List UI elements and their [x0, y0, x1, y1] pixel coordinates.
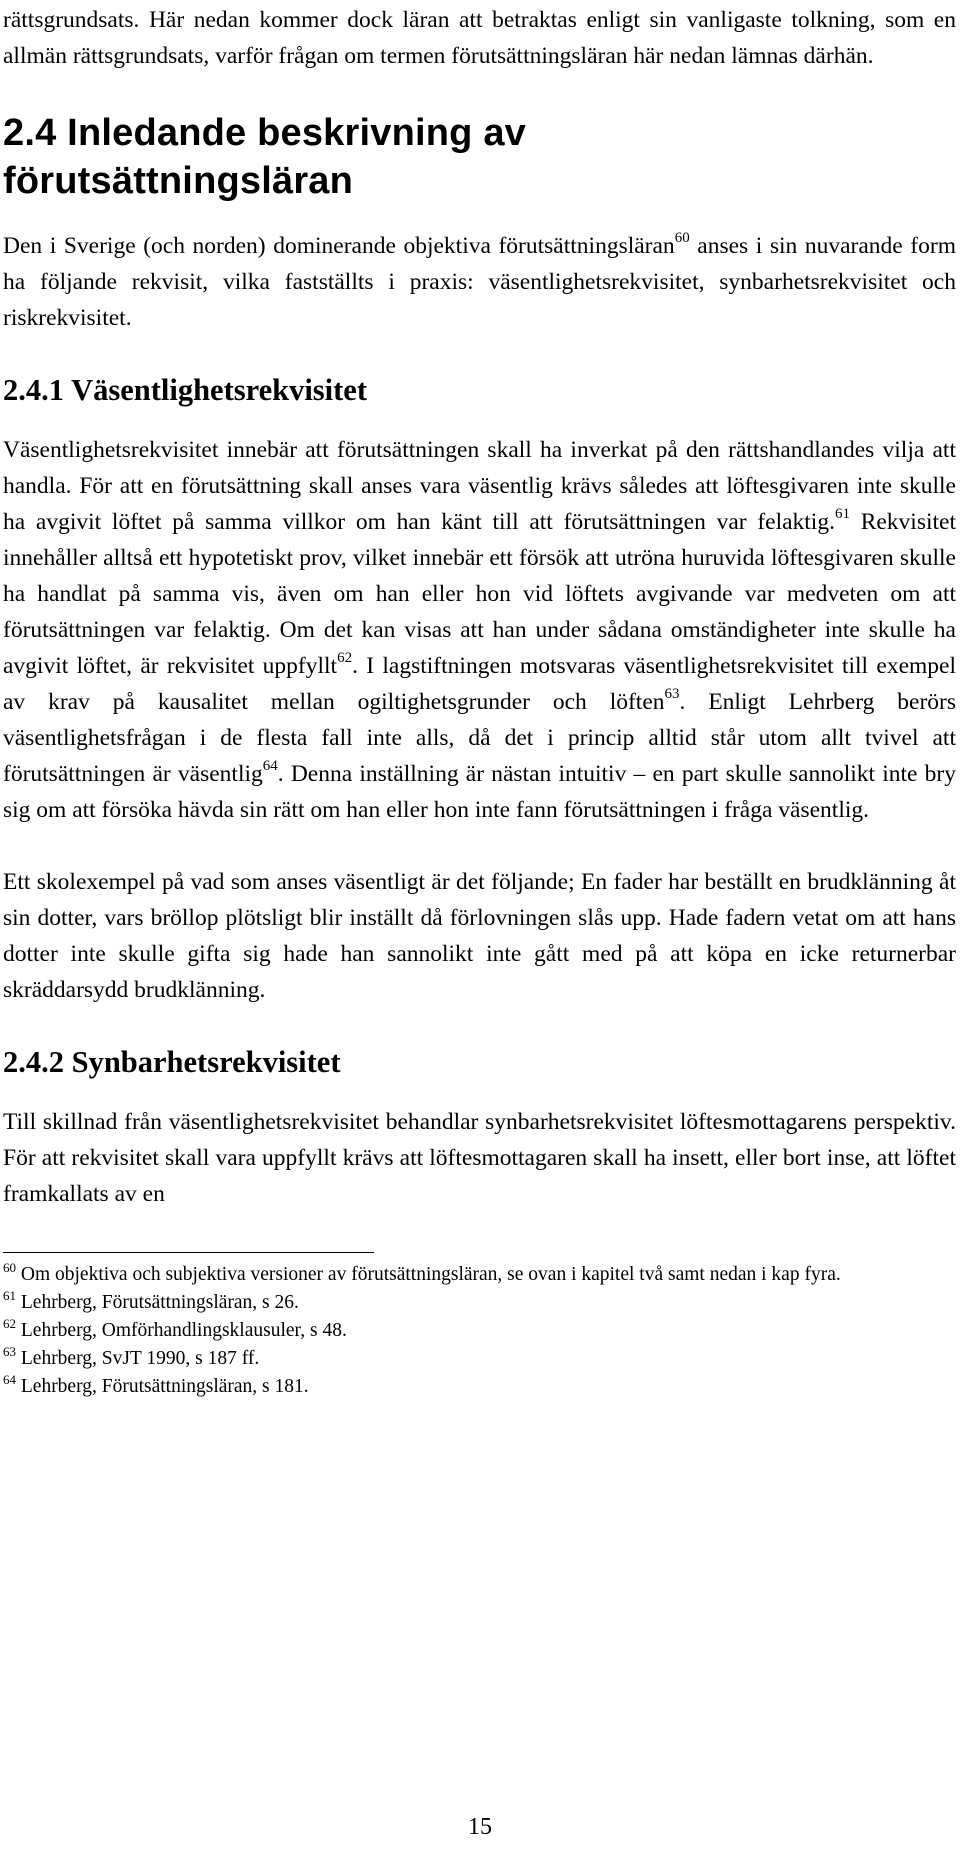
footnotes [3, 1261, 956, 1401]
section-heading-2-4: 2.4 Inledande beskrivning av förutsättningsläran [3, 112, 527, 202]
section-heading-2-4-1: 2.4.1 Väsentlighetsrekvisitet [3, 373, 368, 407]
paragraph-text: Rekvisitet innehåller alltså ett hypotetiskt prov, vilket innebär ett försök att utröna huruvida löftesgivaren skulle ha handlat på samma vis, även om han eller hon vid löftets avgivande var medveten om att förutsättningen var felaktig. Om det kan visas att han under sådana omständigheter inte skulle ha avgivit löftet, är rekvisitet uppfyllt [3, 509, 957, 679]
footnote-ref-64: 64 [262, 758, 278, 774]
footnote-63 [3, 1345, 896, 1373]
footnote-ref-61: 61 [834, 506, 850, 522]
section-2-4-paragraph [3, 228, 956, 336]
paragraph-text: Den i Sverige (och norden) dominerande objektiva förutsättningsläran [3, 233, 675, 259]
footnote-separator [3, 1252, 374, 1253]
paragraph-text: Väsentlighetsrekvisitet innebär att förutsättningen skall ha inverkat på den rättshandlandes vilja att handla. För att en förutsättning skall anses vara väsentlig krävs således att löftesgivaren inte skulle ha avgivit löftet på samma villkor om han känt till att förutsättningen var felaktig. [3, 437, 956, 535]
section-heading-2-4-2: 2.4.2 Synbarhetsrekvisitet [3, 1045, 341, 1079]
footnote-ref-62: 62 [337, 650, 353, 666]
section-2-4-1-paragraph-1 [3, 432, 956, 828]
footnote-text: Lehrberg, SvJT 1990, s 187 ff. [20, 1348, 260, 1369]
footnote-number: 60 [3, 1260, 16, 1275]
paragraph-text: anses i sin nuvarande form ha följande rekvisit, vilka fastställts i praxis: väsentlighetsrekvisitet, synbarhetsrekvisitet och riskrekvisitet. [3, 233, 956, 331]
footnote-text: Lehrberg, Omförhandlingsklausuler, s 48. [20, 1320, 347, 1341]
footnote-text: Om objektiva och subjektiva versioner av förutsättningsläran, se ovan i kapitel två samt nedan i kap fyra. [20, 1264, 841, 1285]
intro-text: rättsgrundsats. Här nedan kommer dock läran att betraktas enligt sin vanligaste tolkning, som en allmän rättsgrundsats, varför frågan om termen förutsättningsläran här nedan lämnas därhän. [3, 7, 956, 69]
footnote-62 [3, 1317, 896, 1345]
footnote-ref-60: 60 [674, 230, 690, 246]
footnote-number: 63 [3, 1344, 16, 1359]
paragraph-text: . Enligt Lehrberg berörs väsentlighetsfrågan i de flesta fall inte alls, då det i princip alltid står utom allt tvivel att förutsättningen är väsentlig [3, 689, 956, 787]
footnote-number: 61 [3, 1288, 16, 1303]
paragraph-text: . I lagstiftningen motsvaras väsentlighetsrekvisitet till exempel av krav på kausalitet mellan ogiltighetsgrunder och löften [3, 653, 956, 715]
footnote-ref-63: 63 [664, 686, 680, 702]
footnote-61 [3, 1289, 896, 1317]
footnote-64 [3, 1373, 896, 1401]
footnote-60 [3, 1261, 896, 1289]
paragraph-text: Till skillnad från väsentlighetsrekvisitet behandlar synbarhetsrekvisitet löftesmottagarens perspektiv. För att rekvisitet skall vara uppfyllt krävs att löftesmottagaren skall ha insett, eller bort inse, att löftet framkallats av en [3, 1109, 956, 1207]
section-2-4-1-paragraph-2 [3, 864, 956, 1008]
section-2-4-2-paragraph [3, 1104, 956, 1212]
intro-paragraph [3, 0, 956, 74]
footnote-text: Lehrberg, Förutsättningsläran, s 26. [20, 1292, 299, 1313]
footnote-number: 62 [3, 1316, 16, 1331]
page-number: 15 [468, 1814, 492, 1840]
footnote-number: 64 [3, 1372, 16, 1387]
footnote-text: Lehrberg, Förutsättningsläran, s 181. [20, 1376, 309, 1397]
paragraph-text: Ett skolexempel på vad som anses väsentligt är det följande; En fader har beställt en brudklänning åt sin dotter, vars bröllop plötsligt blir inställt då förlovningen slås upp. Hade fadern vetat om att hans dotter inte skulle gifta sig hade han sannolikt inte gått med på att köpa en icke returnerbar skräddarsydd brudklänning. [3, 869, 956, 1003]
paragraph-text: . Denna inställning är nästan intuitiv – en part skulle sannolikt inte bry sig om att försöka hävda sin rätt om han eller hon inte fann förutsättningen i fråga väsentlig. [3, 761, 956, 823]
